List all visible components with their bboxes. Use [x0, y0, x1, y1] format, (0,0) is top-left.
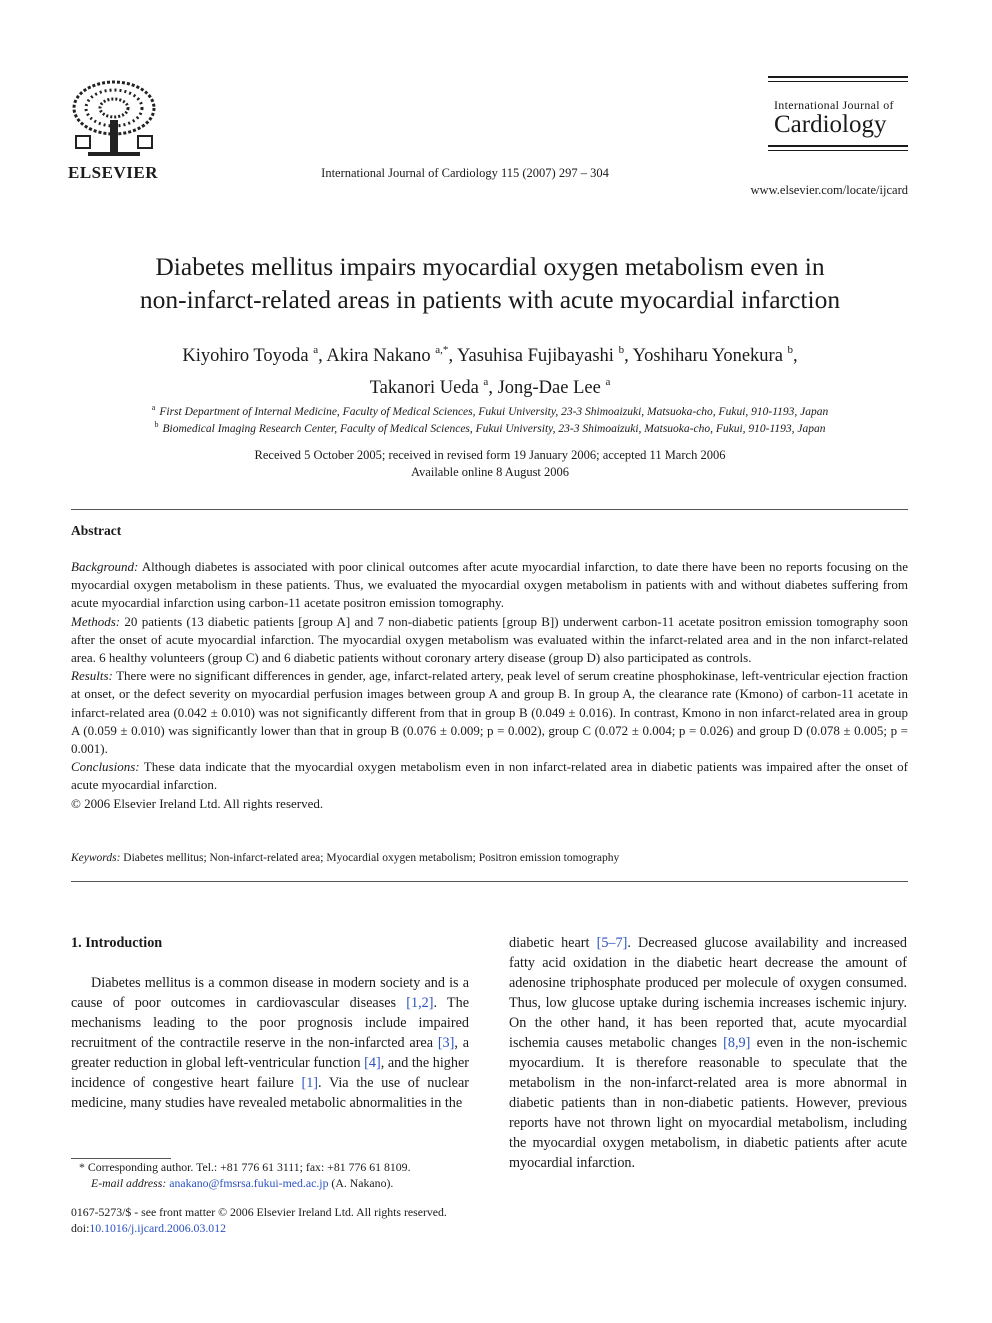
masthead-rule	[768, 76, 908, 78]
abstract-text: These data indicate that the myocardial oxygen metabolism even in non infarct-related area in diabetic patients was impaired after the onset of acute myocardial infarction.	[71, 759, 908, 793]
title-line: Diabetes mellitus impairs myocardial oxygen metabolism even in	[155, 252, 825, 281]
author-separator: ,	[624, 346, 633, 366]
email-line	[79, 1175, 499, 1191]
corresponding-footnote	[71, 1159, 499, 1191]
author-separator: ,	[488, 378, 498, 398]
body-text: . The mechanisms leading to the poor prognosis include impaired recruitment of the contractile reserve in the non-infarcted area	[71, 995, 469, 1051]
citation-link[interactable]: [8,9]	[723, 1035, 751, 1051]
article-dates	[70, 447, 910, 481]
author-name: Jong-Dae Lee	[497, 378, 601, 398]
affiliation-b	[70, 420, 910, 435]
keywords-label: Keywords:	[71, 852, 121, 864]
affiliation-text: First Department of Internal Medicine, Faculty of Medical Sciences, Fukui University, 23-3 Shimoaizuki, Matsuoka-cho, Fukui, 910-1193, Japan	[159, 406, 829, 418]
title-line: non-infarct-related areas in patients with acute myocardial infarction	[139, 285, 841, 314]
author-separator: ,	[793, 346, 798, 366]
journal-url[interactable]: www.elsevier.com/locate/ijcard	[750, 183, 908, 197]
abstract-body	[71, 558, 908, 813]
citation-link[interactable]: [5–7]	[596, 935, 628, 951]
journal-name-small: International Journal of	[774, 98, 894, 112]
abstract-results	[71, 667, 908, 758]
body-text: . Via the use of nuclear medicine, many studies have revealed metabolic abnormalities in the	[71, 1075, 469, 1111]
intro-left-column	[71, 933, 469, 1113]
affiliation-label: b	[154, 420, 159, 429]
corresponding-author: * Corresponding author. Tel.: +81 776 61 3111; fax: +81 776 61 8109.	[79, 1160, 411, 1174]
abstract-methods	[71, 613, 908, 668]
doi-link[interactable]: 10.1016/j.ijcard.2006.03.012	[89, 1221, 226, 1235]
spacer	[71, 953, 469, 973]
body-text: even in the non-ischemic myocardium. It is therefore reasonable to speculate that the metabolism in the non-infarct-related area is more abnormal in diabetic patients than in non-diabetic patients. However, previous reports have not thrown light on myocardial metabolism, including the myocardial oxygen metabolism, in diabetic patients after acute myocardial infarction.	[509, 1035, 907, 1171]
author-affil-mark: a	[483, 376, 489, 388]
citation-link[interactable]: [3]	[437, 1035, 455, 1051]
affiliation-label: a	[151, 403, 156, 412]
keywords	[71, 852, 619, 864]
article-title	[60, 250, 920, 316]
abstract-copyright: © 2006 Elsevier Ireland Ltd. All rights reserved.	[71, 795, 324, 811]
keywords-text: Diabetes mellitus; Non-infarct-related area; Myocardial oxygen metabolism; Positron emission tomography	[120, 852, 620, 864]
author-name: Akira Nakano	[326, 346, 431, 366]
affiliation-a	[70, 403, 910, 418]
author-separator: ,	[448, 346, 458, 366]
journal-masthead	[768, 76, 908, 154]
body-text: , and the higher incidence of congestive heart failure	[71, 1055, 470, 1091]
received-dates: Received 5 October 2005; received in revised form 19 January 2006; accepted 11 March 2006	[254, 448, 726, 462]
email-suffix: (A. Nakano).	[328, 1176, 394, 1190]
body-text: , a greater reduction in global left-ventricular function	[71, 1035, 469, 1071]
abstract-label: Conclusions:	[71, 759, 140, 775]
author-affil-mark: b	[618, 344, 625, 356]
issn-line: 0167-5273/$ - see front matter © 2006 Elsevier Ireland Ltd. All rights reserved.	[71, 1205, 447, 1219]
author-affil-mark: a	[605, 376, 611, 388]
email-label: E-mail address:	[91, 1176, 167, 1190]
abstract-label: Methods:	[71, 613, 121, 629]
intro-paragraph	[71, 973, 469, 1113]
author-name: Yoshiharu Yonekura	[632, 346, 783, 366]
abstract-heading: Abstract	[71, 523, 122, 538]
front-matter-footnote	[71, 1204, 491, 1236]
section-heading: 1. Introduction	[71, 935, 163, 951]
doi-line	[71, 1220, 491, 1236]
online-date: Available online 8 August 2006	[410, 465, 570, 479]
citation-link[interactable]: [4]	[364, 1055, 381, 1071]
body-text: Diabetes mellitus is a common disease in modern society and is a cause of poor outcomes in cardiovascular diseases	[71, 975, 469, 1011]
body-text: diabetic heart	[509, 935, 597, 951]
abstract-conclusions	[71, 758, 908, 794]
author-name: Yasuhisa Fujibayashi	[457, 346, 614, 366]
author-name: Kiyohiro Toyoda	[182, 346, 309, 366]
masthead-rule	[768, 150, 908, 151]
author-name: Takanori Ueda	[369, 378, 479, 398]
abstract-label: Background:	[71, 559, 139, 574]
author-affil-mark: a,*	[435, 344, 449, 356]
intro-right-column	[509, 933, 907, 1173]
abstract-text: There were no significant differences in gender, age, infarct-related artery, peak level of serum creatine phosphokinase, left-ventricular ejection fraction at onset, or the defect severity on myocardial perfusion images between group A and group B. In group A, the clearance rate (Kmono) of carbon-11 acetate in infarct-related area (0.042 ± 0.010) was not significantly different from that in group B (0.049 ± 0.016). In contrast, Kmono in non infarct-related area in group A (0.059 ± 0.010) was significantly lower than that in group B (0.076 ± 0.009; p = 0.002), group C (0.072 ± 0.004; p = 0.026) and group D (0.078 ± 0.005; p = 0.001).	[71, 668, 908, 757]
author-list	[70, 337, 910, 401]
intro-paragraph	[509, 933, 907, 1173]
abstract-text: Although diabetes is associated with poor clinical outcomes after acute myocardial infarction, to date there have been no reports focusing on the myocardial oxygen metabolism in these patients. Thus, we evaluated the myocardial oxygen metabolism in patients with and without diabetes suffering from acute myocardial infarction using carbon-11 acetate positron emission tomography.	[71, 559, 908, 611]
author-affil-mark: b	[787, 344, 794, 356]
journal-name-big: Cardiology	[774, 111, 887, 138]
masthead-rule	[768, 81, 908, 82]
masthead-rule	[768, 145, 908, 147]
divider	[71, 881, 908, 882]
doi-prefix: doi:	[71, 1221, 90, 1235]
abstract-text: 20 patients (13 diabetic patients [group A] and 7 non-diabetic patients [group B]) underwent carbon-11 acetate positron emission tomography soon after the onset of acute myocardial infarction. The myocardial oxygen metabolism was evaluated within the infarct-related area and in the non infarct-related area. 6 healthy volunteers (group C) and 6 diabetic patients without coronary artery disease (group D) also participated as controls.	[71, 613, 908, 666]
author-separator: ,	[318, 346, 327, 366]
abstract-background	[71, 558, 908, 613]
citation-link[interactable]: [1]	[301, 1075, 319, 1091]
publisher-name: ELSEVIER	[68, 163, 158, 182]
email-link[interactable]: anakano@fmsrsa.fukui-med.ac.jp	[169, 1176, 329, 1190]
author-affil-mark: a	[313, 344, 319, 356]
abstract-label: Results:	[71, 668, 113, 684]
citation-link[interactable]: [1,2]	[406, 995, 434, 1011]
divider	[71, 509, 908, 510]
journal-citation: International Journal of Cardiology 115 (2007) 297 – 304	[321, 166, 609, 180]
affiliation-text: Biomedical Imaging Research Center, Faculty of Medical Sciences, Fukui University, 23-3 Shimoaizuki, Matsuoka-cho, Fukui, 910-1193, Japan	[162, 423, 826, 435]
body-text: . Decreased glucose availability and increased fatty acid oxidation in the diabetic heart decrease the amount of adenosine triphosphate produced per molecule of oxygen consumed. Thus, low glucose uptake during ischemia increases ischemic injury. On the other hand, it has been reported that, acute myocardial ischemia causes metabolic changes	[509, 935, 907, 1051]
